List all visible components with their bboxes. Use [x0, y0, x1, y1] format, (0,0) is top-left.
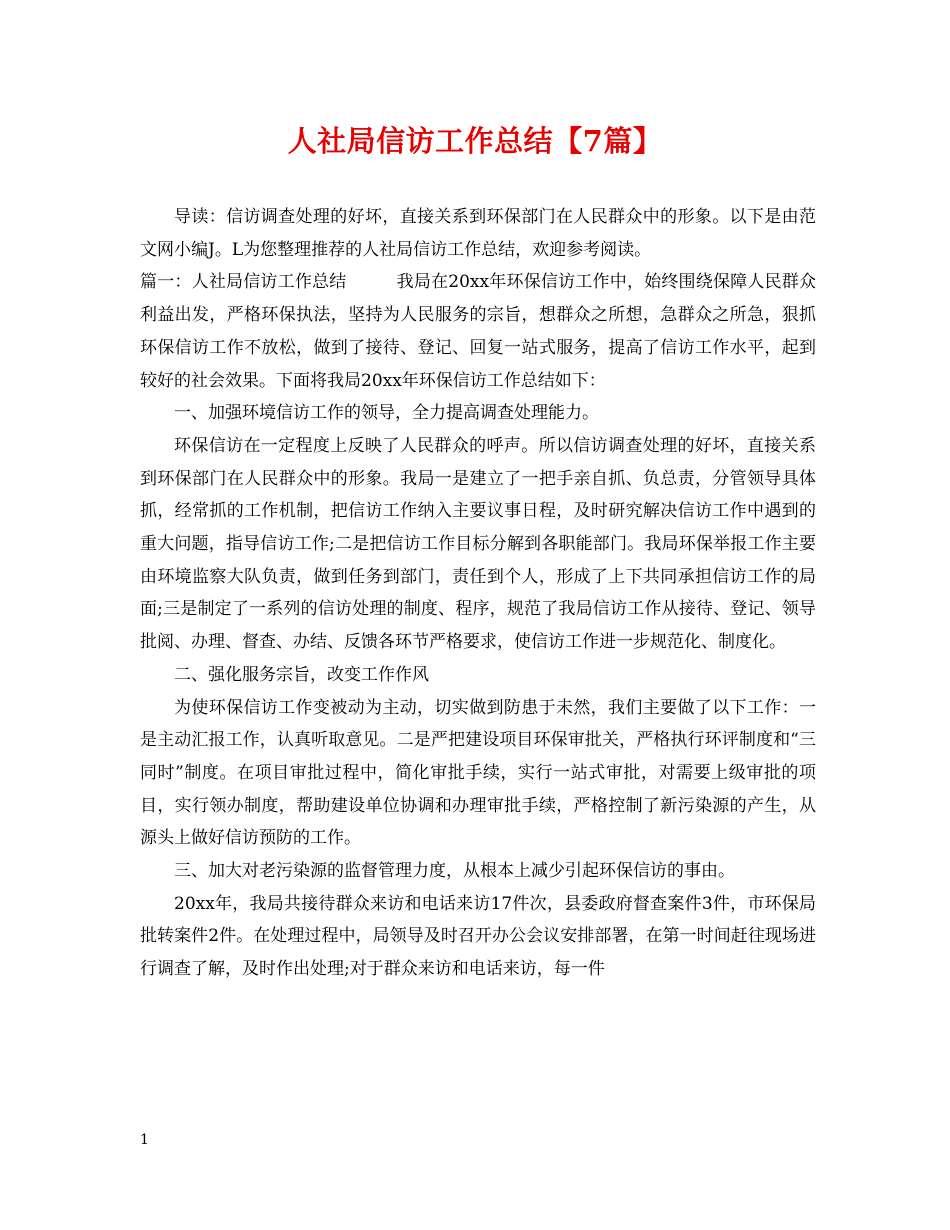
- section-two-heading: 二、强化服务宗旨，改变工作作风: [174, 664, 429, 685]
- article-label: 篇一：人社局信访工作总结: [140, 272, 347, 293]
- section-two-body: 为使环保信访工作变被动为主动，切实做到防患于未然，我们主要做了以下工作：一是主动汇报工作，认真听取意见。二是严把建设项目环保审批关，严格执行环评制度和“三同时”制度。在项目审批过程中，简化审批手续，实行一站式审批，对需要上级审批的项目，实行领办制度，帮助建设单位协调和办理审批手续，严格控制了新污染源的产生，从源头上做好信访预防的工作。: [140, 697, 816, 849]
- section-three-body: 20xx年，我局共接待群众来访和电话来访17件次，县委政府督查案件3件，市环保局批转案件2件。在处理过程中，局领导及时召开办公会议安排部署，在第一时间赶往现场进行调查了解，及时作出处理;对于群众来访和电话来访，每一件: [140, 893, 816, 980]
- article-one-paragraph: [140, 266, 816, 397]
- section-one-body: 环保信访在一定程度上反映了人民群众的呼声。所以信访调查处理的好坏，直接关系到环保部门在人民群众中的形象。我局一是建立了一把手亲自抓、负总责，分管领导具体抓，经常抓的工作机制，把信访工作纳入主要议事日程，及时研究解决信访工作中遇到的重大问题，指导信访工作;二是把信访工作目标分解到各职能部门。我局环保举报工作主要由环境监察大队负责，做到任务到部门，责任到个人，形成了上下共同承担信访工作的局面;三是制定了一系列的信访处理的制度、程序，规范了我局信访工作从接待、登记、领导批阅、办理、督查、办结、反馈各环节严格要求，使信访工作进一步规范化、制度化。: [140, 435, 816, 653]
- document-body: [140, 201, 816, 986]
- document-title: 人社局信访工作总结【7篇】: [287, 124, 663, 158]
- section-three-heading: 三、加大对老污染源的监督管理力度，从根本上减少引起环保信访的事由。: [174, 861, 735, 882]
- page-number: 1: [140, 1132, 149, 1148]
- article-opening: 我局在20xx年环保信访工作中，始终围绕保障人民群众利益出发，严格环保执法，坚持为人民服务的宗旨，想群众之所想，急群众之所急，狠抓环保信访工作不放松，做到了接待、登记、回复一站式服务，提高了信访工作水平，起到较好的社会效果。下面将我局20xx年环保信访工作总结如下：: [140, 272, 816, 391]
- section-one-heading: 一、加强环境信访工作的领导，全力提高调查处理能力。: [174, 403, 599, 424]
- intro-paragraph: 导读：信访调查处理的好坏，直接关系到环保部门在人民群众中的形象。以下是由范文网小编J。L为您整理推荐的人社局信访工作总结，欢迎参考阅读。: [140, 207, 816, 260]
